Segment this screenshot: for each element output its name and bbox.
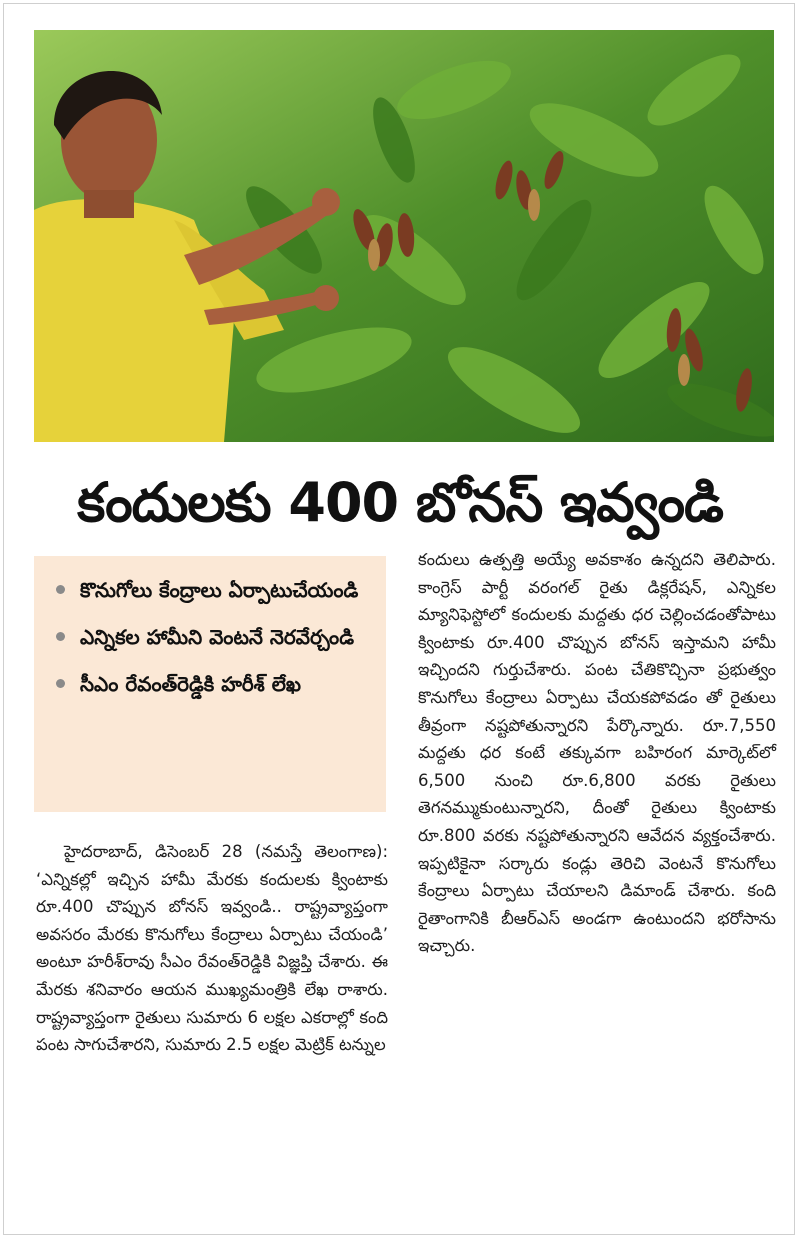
highlight-item — [56, 666, 376, 703]
article-photo — [34, 30, 774, 442]
body-paragraph: హైదరాబాద్, డిసెంబర్ 28 (నమస్తే తెలంగాణ): ‘ఎన్నికల్లో ఇచ్చిన హామీ మేరకు కందులకు క్వింటాకు రూ.400 చొప్పున బోనస్ ఇవ్వండి.. రాష్ట్రవ్యాప్తంగా అవసరం మేరకు కొనుగోలు కేంద్రాలు ఏర్పాటు చేయండి’ అంటూ హరీశ్‌రావు సీఎం రేవంత్‌రెడ్డికి విజ్ఞప్తి చేశారు. ఈ మేరకు శనివారం ఆయన ముఖ్యమంత్రికి లేఖ రాశారు. రాష్ట్రవ్యాప్తంగా రైతులు సుమారు 6 లక్షల ఎకరాల్లో కంది పంట సాగుచేశారని, సుమారు 2.5 లక్షల మెట్రిక్ టన్నుల — [36, 842, 388, 1055]
body-column-right — [418, 546, 776, 960]
body-column-left — [36, 838, 388, 1059]
highlight-text: సీఎం రేవంత్‌రెడ్డికి హరీశ్ లేఖ — [80, 672, 301, 696]
highlight-item — [56, 572, 376, 609]
bullet-icon — [56, 679, 65, 688]
highlights-box — [34, 556, 386, 812]
highlight-text: కొనుగోలు కేంద్రాలు ఏర్పాటుచేయండి — [80, 578, 359, 602]
headline: కందులకు 400 బోనస్ ఇవ్వండి — [77, 471, 723, 534]
body-paragraph: కందులు ఉత్పత్తి అయ్యే అవకాశం ఉన్నదని తెలిపారు. కాంగ్రెస్ పార్టీ వరంగల్ రైతు డిక్లరేషన్, ఎన్నికల మ్యానిఫెస్టోలో కందులకు మద్దతు ధర చెల్లించడంతోపాటు క్వింటాకు రూ.400 చొప్పున బోనస్ ఇస్తామని హామీ ఇచ్చిందని గుర్తుచేశారు. పంట చేతికొచ్చినా ప్రభుత్వం కొనుగోలు కేంద్రాలు ఏర్పాటు చేయకపోవడం తో రైతులు తీవ్రంగా నష్టపోతున్నారని పేర్కొన్నారు. రూ.7,550 మద్దతు ధర కంటే తక్కువగా బహిరంగ మార్కెట్‌లో 6,500 నుంచి రూ.6,800 వరకు రైతులు తెగనమ్ముకుంటున్నారని, దీంతో రైతులు క్వింటాకు రూ.800 వరకు నష్టపోతున్నారని ఆవేదన వ్యక్తంచేశారు. ఇప్పటికైనా సర్కారు కండ్లు తెరిచి వెంటనే కొనుగోలు కేంద్రాలు ఏర్పాటు చేయాలని డిమాండ్ చేశారు. కంది రైతాంగానికి బీఆర్‌ఎస్ అండగా ఉంటుందని భరోసాను ఇచ్చారు. — [418, 550, 776, 956]
bullet-icon — [56, 585, 65, 594]
highlight-text: ఎన్నికల హామీని వెంటనే నెరవేర్చండి — [80, 625, 354, 649]
highlight-item — [56, 619, 376, 656]
bullet-icon — [56, 632, 65, 641]
